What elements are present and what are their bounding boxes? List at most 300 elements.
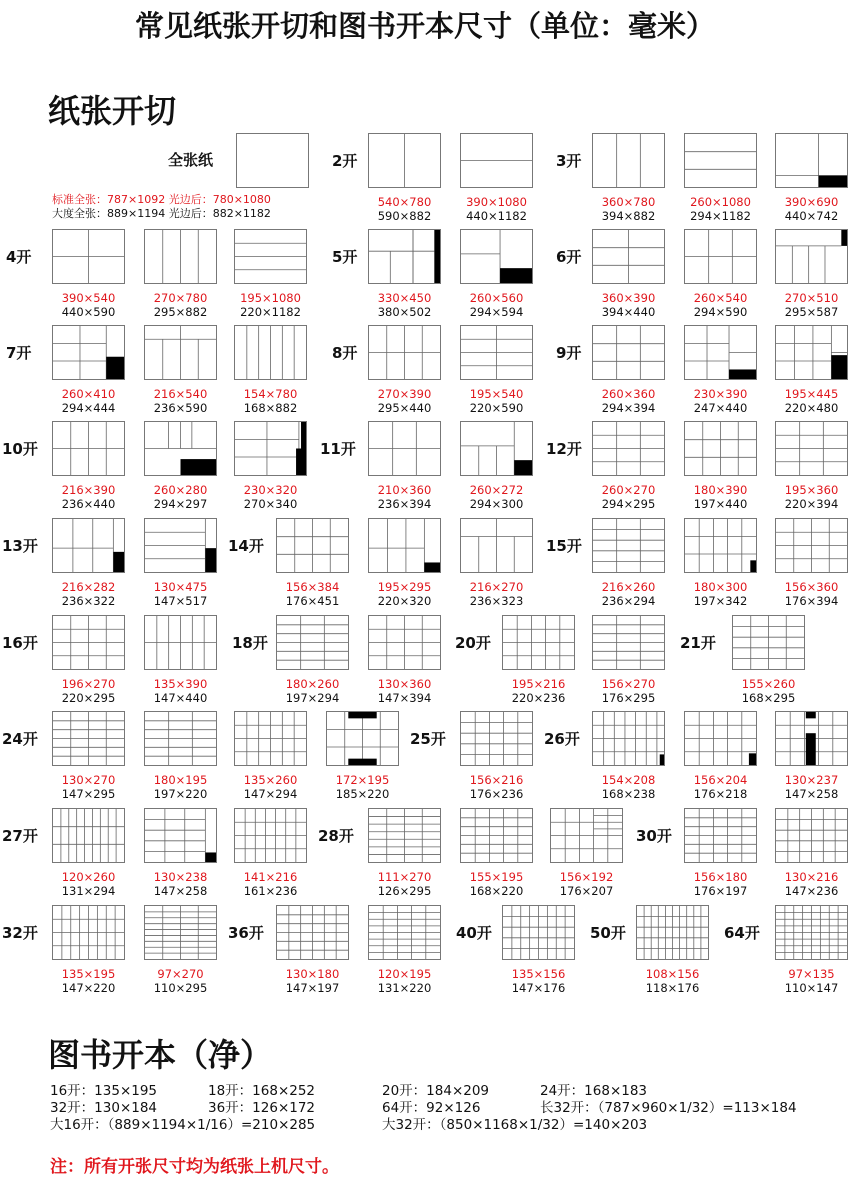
trimmed-size: 195×540 xyxy=(469,387,524,401)
press-size: 440×1182 xyxy=(466,209,527,223)
trimmed-size: 196×270 xyxy=(61,677,116,691)
cut-size-caption xyxy=(220,387,321,415)
trimmed-size: 216×260 xyxy=(601,580,656,594)
trimmed-size: 135×390 xyxy=(153,677,208,691)
cut-size-caption xyxy=(312,773,413,801)
press-size: 394×882 xyxy=(601,209,656,223)
sheet-cut-diagram xyxy=(368,421,441,476)
trimmed-size: 180×260 xyxy=(285,677,340,691)
press-size: 220×394 xyxy=(784,497,839,511)
cut-count-label: 18开 xyxy=(232,634,268,652)
trimmed-size: 230×320 xyxy=(243,483,298,497)
trimmed-size: 135×156 xyxy=(511,967,566,981)
cut-count-label: 6开 xyxy=(556,248,582,266)
press-size: 147×295 xyxy=(61,787,116,801)
trimmed-size: 270×390 xyxy=(377,387,432,401)
press-size: 294×394 xyxy=(601,401,656,415)
trimmed-size: 180×300 xyxy=(693,580,748,594)
cut-size-caption xyxy=(446,387,547,415)
cut-size-caption xyxy=(354,387,455,415)
cut-size-caption xyxy=(130,387,231,415)
press-size: 295×882 xyxy=(153,305,208,319)
cut-size-caption xyxy=(354,677,455,705)
cut-count-label: 16开 xyxy=(2,634,38,652)
sheet-cut-diagram xyxy=(684,518,757,573)
trimmed-size: 156×180 xyxy=(693,870,748,884)
full-sheet-standard: 标准全张：787×1092 光边后：780×1080 xyxy=(52,193,271,206)
sheet-cut-diagram xyxy=(234,229,307,284)
sheet-cut-diagram xyxy=(684,229,757,284)
sheet-cut-diagram xyxy=(592,711,665,766)
cut-size-caption xyxy=(578,483,679,511)
cut-size-caption xyxy=(262,580,363,608)
trimmed-size: 330×450 xyxy=(377,291,432,305)
sheet-cut-diagram xyxy=(502,905,575,960)
cut-size-caption xyxy=(130,773,231,801)
cut-count-label: 50开 xyxy=(590,924,626,942)
press-size: 247×440 xyxy=(693,401,748,415)
press-size: 220×1182 xyxy=(240,305,301,319)
press-size: 294×1182 xyxy=(690,209,751,223)
cut-count-label: 14开 xyxy=(228,537,264,555)
press-size: 147×197 xyxy=(285,981,340,995)
cut-size-caption xyxy=(670,483,771,511)
cut-count-label: 2开 xyxy=(332,152,358,170)
trimmed-size: 180×390 xyxy=(693,483,748,497)
sheet-cut-diagram xyxy=(234,421,307,476)
full-sheet-label: 全张纸 xyxy=(168,151,214,169)
cut-size-caption xyxy=(38,483,139,511)
press-size: 440×590 xyxy=(61,305,116,319)
book-size-item: 64开：92×126 xyxy=(382,1100,481,1116)
trimmed-size: 130×216 xyxy=(784,870,839,884)
cut-size-caption xyxy=(761,870,850,898)
press-size: 168×238 xyxy=(601,787,656,801)
trimmed-size: 360×390 xyxy=(601,291,656,305)
press-size: 185×220 xyxy=(335,787,390,801)
sheet-cut-diagram xyxy=(144,325,217,380)
trimmed-size: 156×360 xyxy=(784,580,839,594)
cut-count-label: 20开 xyxy=(455,634,491,652)
cut-size-caption xyxy=(488,967,589,995)
sheet-cut-diagram xyxy=(276,615,349,670)
sheet-cut-diagram xyxy=(592,133,665,188)
press-size: 176×218 xyxy=(693,787,748,801)
cut-count-label: 24开 xyxy=(2,730,38,748)
press-size: 147×294 xyxy=(243,787,298,801)
sheet-cut-diagram xyxy=(144,229,217,284)
cut-size-caption xyxy=(38,677,139,705)
sheet-cut-diagram xyxy=(144,421,217,476)
cut-size-caption xyxy=(262,677,363,705)
trimmed-size: 260×560 xyxy=(469,291,524,305)
trimmed-size: 540×780 xyxy=(377,195,432,209)
press-size: 220×480 xyxy=(784,401,839,415)
press-size: 197×440 xyxy=(693,497,748,511)
trimmed-size: 360×780 xyxy=(601,195,656,209)
press-size: 236×394 xyxy=(377,497,432,511)
cut-size-caption xyxy=(38,387,139,415)
sheet-cut-diagram xyxy=(636,905,709,960)
trimmed-size: 108×156 xyxy=(645,967,700,981)
book-size-item: 36开：126×172 xyxy=(208,1100,316,1116)
trimmed-size: 216×540 xyxy=(153,387,208,401)
sheet-cut-diagram xyxy=(326,711,399,766)
book-size-item: 24开：168×183 xyxy=(540,1083,648,1099)
sheet-cut-diagram xyxy=(144,615,217,670)
cut-size-caption xyxy=(761,967,850,995)
trimmed-size: 154×780 xyxy=(243,387,298,401)
cut-size-caption xyxy=(578,580,679,608)
cut-count-label: 13开 xyxy=(2,537,38,555)
sheet-cut-diagram xyxy=(368,905,441,960)
press-size: 197×220 xyxy=(153,787,208,801)
sheet-cut-diagram xyxy=(550,808,623,863)
cut-size-caption xyxy=(578,677,679,705)
sheet-cut-diagram xyxy=(460,711,533,766)
book-size-item: 18开：168×252 xyxy=(208,1083,316,1099)
cut-count-label: 64开 xyxy=(724,924,760,942)
sheet-cut-diagram xyxy=(52,421,125,476)
sheet-cut-diagram xyxy=(368,518,441,573)
cut-size-caption xyxy=(38,580,139,608)
sheet-cut-diagram xyxy=(460,808,533,863)
cut-count-label: 21开 xyxy=(680,634,716,652)
press-size: 110×147 xyxy=(784,981,839,995)
section-heading-paper-cuts: 纸张开切 xyxy=(48,92,177,130)
trimmed-size: 120×195 xyxy=(377,967,432,981)
trimmed-size: 130×180 xyxy=(285,967,340,981)
sheet-cut-diagram xyxy=(775,711,848,766)
trimmed-size: 180×195 xyxy=(153,773,208,787)
cut-size-caption xyxy=(220,773,321,801)
trimmed-size: 111×270 xyxy=(377,870,432,884)
cut-size-caption xyxy=(220,291,321,319)
sheet-cut-diagram xyxy=(684,711,757,766)
cut-size-caption xyxy=(446,483,547,511)
cut-size-caption xyxy=(761,195,850,223)
sheet-cut-diagram xyxy=(144,518,217,573)
trimmed-size: 210×360 xyxy=(377,483,432,497)
sheet-cut-diagram xyxy=(52,808,125,863)
trimmed-size: 141×216 xyxy=(243,870,298,884)
press-size: 176×236 xyxy=(469,787,524,801)
press-size: 590×882 xyxy=(377,209,432,223)
press-size: 236×322 xyxy=(61,594,116,608)
press-size: 147×220 xyxy=(61,981,116,995)
cut-size-caption xyxy=(446,580,547,608)
cut-size-caption xyxy=(670,870,771,898)
cut-count-label: 5开 xyxy=(332,248,358,266)
trimmed-size: 195×295 xyxy=(377,580,432,594)
press-size: 147×258 xyxy=(153,884,208,898)
press-size: 220×590 xyxy=(469,401,524,415)
sheet-cut-diagram xyxy=(368,808,441,863)
sheet-cut-diagram xyxy=(775,325,848,380)
cut-count-label: 27开 xyxy=(2,827,38,845)
cut-size-caption xyxy=(38,870,139,898)
press-size: 176×207 xyxy=(559,884,614,898)
press-size: 220×320 xyxy=(377,594,432,608)
trimmed-size: 260×272 xyxy=(469,483,524,497)
press-size: 294×444 xyxy=(61,401,116,415)
cut-size-caption xyxy=(130,483,231,511)
trimmed-size: 154×208 xyxy=(601,773,656,787)
sheet-cut-diagram xyxy=(592,421,665,476)
press-size: 176×394 xyxy=(784,594,839,608)
sheet-cut-diagram xyxy=(52,905,125,960)
cut-count-label: 9开 xyxy=(556,344,582,362)
sheet-cut-diagram xyxy=(775,229,848,284)
trimmed-size: 130×475 xyxy=(153,580,208,594)
trimmed-size: 130×360 xyxy=(377,677,432,691)
trimmed-size: 260×540 xyxy=(693,291,748,305)
sheet-cut-diagram xyxy=(592,615,665,670)
cut-size-caption xyxy=(354,967,455,995)
cut-size-caption xyxy=(354,483,455,511)
press-size: 394×440 xyxy=(601,305,656,319)
press-size: 380×502 xyxy=(377,305,432,319)
cut-size-caption xyxy=(130,677,231,705)
press-size: 147×517 xyxy=(153,594,208,608)
press-size: 236×440 xyxy=(61,497,116,511)
sheet-cut-diagram xyxy=(684,421,757,476)
cut-size-caption xyxy=(220,870,321,898)
sheet-cut-diagram xyxy=(775,518,848,573)
trimmed-size: 216×282 xyxy=(61,580,116,594)
trimmed-size: 155×195 xyxy=(469,870,524,884)
sheet-cut-diagram xyxy=(276,518,349,573)
press-size: 440×742 xyxy=(784,209,839,223)
sheet-cut-diagram xyxy=(502,615,575,670)
press-size: 168×220 xyxy=(469,884,524,898)
trimmed-size: 130×270 xyxy=(61,773,116,787)
cut-size-caption xyxy=(130,580,231,608)
trimmed-size: 260×360 xyxy=(601,387,656,401)
cut-count-label: 15开 xyxy=(546,537,582,555)
cut-size-caption xyxy=(220,483,321,511)
cut-size-caption xyxy=(38,773,139,801)
sheet-cut-diagram xyxy=(144,808,217,863)
cut-size-caption xyxy=(536,870,637,898)
cut-count-label: 36开 xyxy=(228,924,264,942)
trimmed-size: 195×1080 xyxy=(240,291,301,305)
trimmed-size: 156×204 xyxy=(693,773,748,787)
press-size: 131×220 xyxy=(377,981,432,995)
book-size-item: 长32开：（787×960×1/32）=113×184 xyxy=(540,1100,797,1116)
press-size: 294×590 xyxy=(693,305,748,319)
cut-size-caption xyxy=(38,291,139,319)
full-sheet-large: 大度全张：889×1194 光边后：882×1182 xyxy=(52,207,271,220)
cut-size-caption xyxy=(446,291,547,319)
press-size: 236×323 xyxy=(469,594,524,608)
cut-size-caption xyxy=(578,291,679,319)
cut-size-caption xyxy=(262,967,363,995)
sheet-cut-diagram xyxy=(592,325,665,380)
sheet-cut-diagram xyxy=(460,518,533,573)
sheet-cut-diagram xyxy=(684,325,757,380)
cut-size-caption xyxy=(446,195,547,223)
sheet-cut-diagram xyxy=(368,133,441,188)
trimmed-size: 130×237 xyxy=(784,773,839,787)
cut-count-label: 25开 xyxy=(410,730,446,748)
press-size: 294×295 xyxy=(601,497,656,511)
trimmed-size: 216×270 xyxy=(469,580,524,594)
sheet-cut-diagram xyxy=(52,615,125,670)
cut-size-caption xyxy=(670,580,771,608)
trimmed-size: 130×238 xyxy=(153,870,208,884)
press-size: 197×342 xyxy=(693,594,748,608)
trimmed-size: 260×270 xyxy=(601,483,656,497)
cut-count-label: 26开 xyxy=(544,730,580,748)
cut-size-caption xyxy=(578,195,679,223)
sheet-cut-diagram xyxy=(52,518,125,573)
sheet-cut-diagram xyxy=(52,711,125,766)
section-heading-book-sizes: 图书开本（净） xyxy=(48,1036,273,1074)
cut-count-label: 32开 xyxy=(2,924,38,942)
press-size: 168×295 xyxy=(741,691,796,705)
sheet-cut-diagram xyxy=(775,133,848,188)
press-size: 295×587 xyxy=(784,305,839,319)
cut-count-label: 4开 xyxy=(6,248,32,266)
sheet-cut-diagram xyxy=(234,325,307,380)
trimmed-size: 270×510 xyxy=(784,291,839,305)
cut-size-caption xyxy=(354,291,455,319)
cut-count-label: 30开 xyxy=(636,827,672,845)
cut-size-caption xyxy=(670,291,771,319)
cut-size-caption xyxy=(354,195,455,223)
cut-size-caption xyxy=(446,870,547,898)
press-size: 176×451 xyxy=(285,594,340,608)
cut-size-caption xyxy=(354,870,455,898)
sheet-cut-diagram xyxy=(460,133,533,188)
cut-size-caption xyxy=(670,195,771,223)
sheet-cut-diagram xyxy=(234,808,307,863)
cut-size-caption xyxy=(761,291,850,319)
sheet-cut-diagram xyxy=(592,518,665,573)
trimmed-size: 135×260 xyxy=(243,773,298,787)
press-size: 176×295 xyxy=(601,691,656,705)
cut-size-caption xyxy=(130,967,231,995)
cut-size-caption xyxy=(718,677,819,705)
press-size: 295×440 xyxy=(377,401,432,415)
press-size: 131×294 xyxy=(61,884,116,898)
book-size-item: 32开：130×184 xyxy=(50,1100,158,1116)
trimmed-size: 195×360 xyxy=(784,483,839,497)
sheet-cut-diagram xyxy=(144,711,217,766)
cut-size-caption xyxy=(761,773,850,801)
press-size: 110×295 xyxy=(153,981,208,995)
cut-size-caption xyxy=(354,580,455,608)
press-size: 236×590 xyxy=(153,401,208,415)
cut-count-label: 28开 xyxy=(318,827,354,845)
press-size: 220×295 xyxy=(61,691,116,705)
sheet-cut-diagram xyxy=(732,615,805,670)
trimmed-size: 390×690 xyxy=(784,195,839,209)
cut-count-label: 3开 xyxy=(556,152,582,170)
cut-size-caption xyxy=(761,580,850,608)
trimmed-size: 230×390 xyxy=(693,387,748,401)
cut-count-label: 8开 xyxy=(332,344,358,362)
press-size: 176×197 xyxy=(693,884,748,898)
cut-size-caption xyxy=(130,870,231,898)
trimmed-size: 195×216 xyxy=(511,677,566,691)
cut-count-label: 40开 xyxy=(456,924,492,942)
cut-size-caption xyxy=(488,677,589,705)
cut-size-caption xyxy=(761,387,850,415)
trimmed-size: 195×445 xyxy=(784,387,839,401)
page-title: 常见纸张开切和图书开本尺寸（单位：毫米） xyxy=(134,9,715,43)
sheet-cut-diagram xyxy=(775,905,848,960)
press-size: 147×176 xyxy=(511,981,566,995)
trimmed-size: 97×270 xyxy=(157,967,204,981)
press-size: 294×594 xyxy=(469,305,524,319)
press-size: 147×236 xyxy=(784,884,839,898)
press-size: 168×882 xyxy=(243,401,298,415)
trimmed-size: 216×390 xyxy=(61,483,116,497)
cut-size-caption xyxy=(578,387,679,415)
book-size-item: 大32开：（850×1168×1/32）=140×203 xyxy=(382,1117,648,1133)
trimmed-size: 390×1080 xyxy=(466,195,527,209)
sheet-cut-diagram xyxy=(368,615,441,670)
cut-size-caption xyxy=(130,291,231,319)
sheet-cut-diagram xyxy=(592,229,665,284)
trimmed-size: 155×260 xyxy=(741,677,796,691)
cut-size-caption xyxy=(670,773,771,801)
cut-size-caption xyxy=(761,483,850,511)
press-size: 147×394 xyxy=(377,691,432,705)
trimmed-size: 156×192 xyxy=(559,870,614,884)
cut-count-label: 12开 xyxy=(546,440,582,458)
press-size: 270×340 xyxy=(243,497,298,511)
sheet-cut-diagram xyxy=(775,808,848,863)
press-size: 126×295 xyxy=(377,884,432,898)
sheet-cut-diagram xyxy=(775,421,848,476)
cut-size-caption xyxy=(38,967,139,995)
book-size-item: 20开：184×209 xyxy=(382,1083,490,1099)
trimmed-size: 156×270 xyxy=(601,677,656,691)
sheet-cut-diagram xyxy=(460,229,533,284)
cut-count-label: 7开 xyxy=(6,344,32,362)
press-size: 147×440 xyxy=(153,691,208,705)
book-size-item: 大16开：（889×1194×1/16）=210×285 xyxy=(50,1117,316,1133)
sheet-cut-diagram xyxy=(234,711,307,766)
trimmed-size: 260×410 xyxy=(61,387,116,401)
cut-size-caption xyxy=(446,773,547,801)
book-size-item: 16开：135×195 xyxy=(50,1083,158,1099)
sheet-cut-diagram xyxy=(52,325,125,380)
trimmed-size: 270×780 xyxy=(153,291,208,305)
press-size: 220×236 xyxy=(511,691,566,705)
press-size: 294×297 xyxy=(153,497,208,511)
cut-size-caption xyxy=(622,967,723,995)
sheet-cut-diagram xyxy=(368,229,441,284)
cut-count-label: 11开 xyxy=(320,440,356,458)
press-size: 147×258 xyxy=(784,787,839,801)
sheet-cut-diagram xyxy=(684,808,757,863)
trimmed-size: 260×280 xyxy=(153,483,208,497)
press-size: 118×176 xyxy=(645,981,700,995)
press-size: 161×236 xyxy=(243,884,298,898)
footnote: 注：所有开张尺寸均为纸张上机尺寸。 xyxy=(50,1157,339,1177)
press-size: 197×294 xyxy=(285,691,340,705)
sheet-cut-diagram xyxy=(368,325,441,380)
trimmed-size: 156×216 xyxy=(469,773,524,787)
trimmed-size: 260×1080 xyxy=(690,195,751,209)
trimmed-size: 390×540 xyxy=(61,291,116,305)
trimmed-size: 156×384 xyxy=(285,580,340,594)
trimmed-size: 97×135 xyxy=(788,967,835,981)
